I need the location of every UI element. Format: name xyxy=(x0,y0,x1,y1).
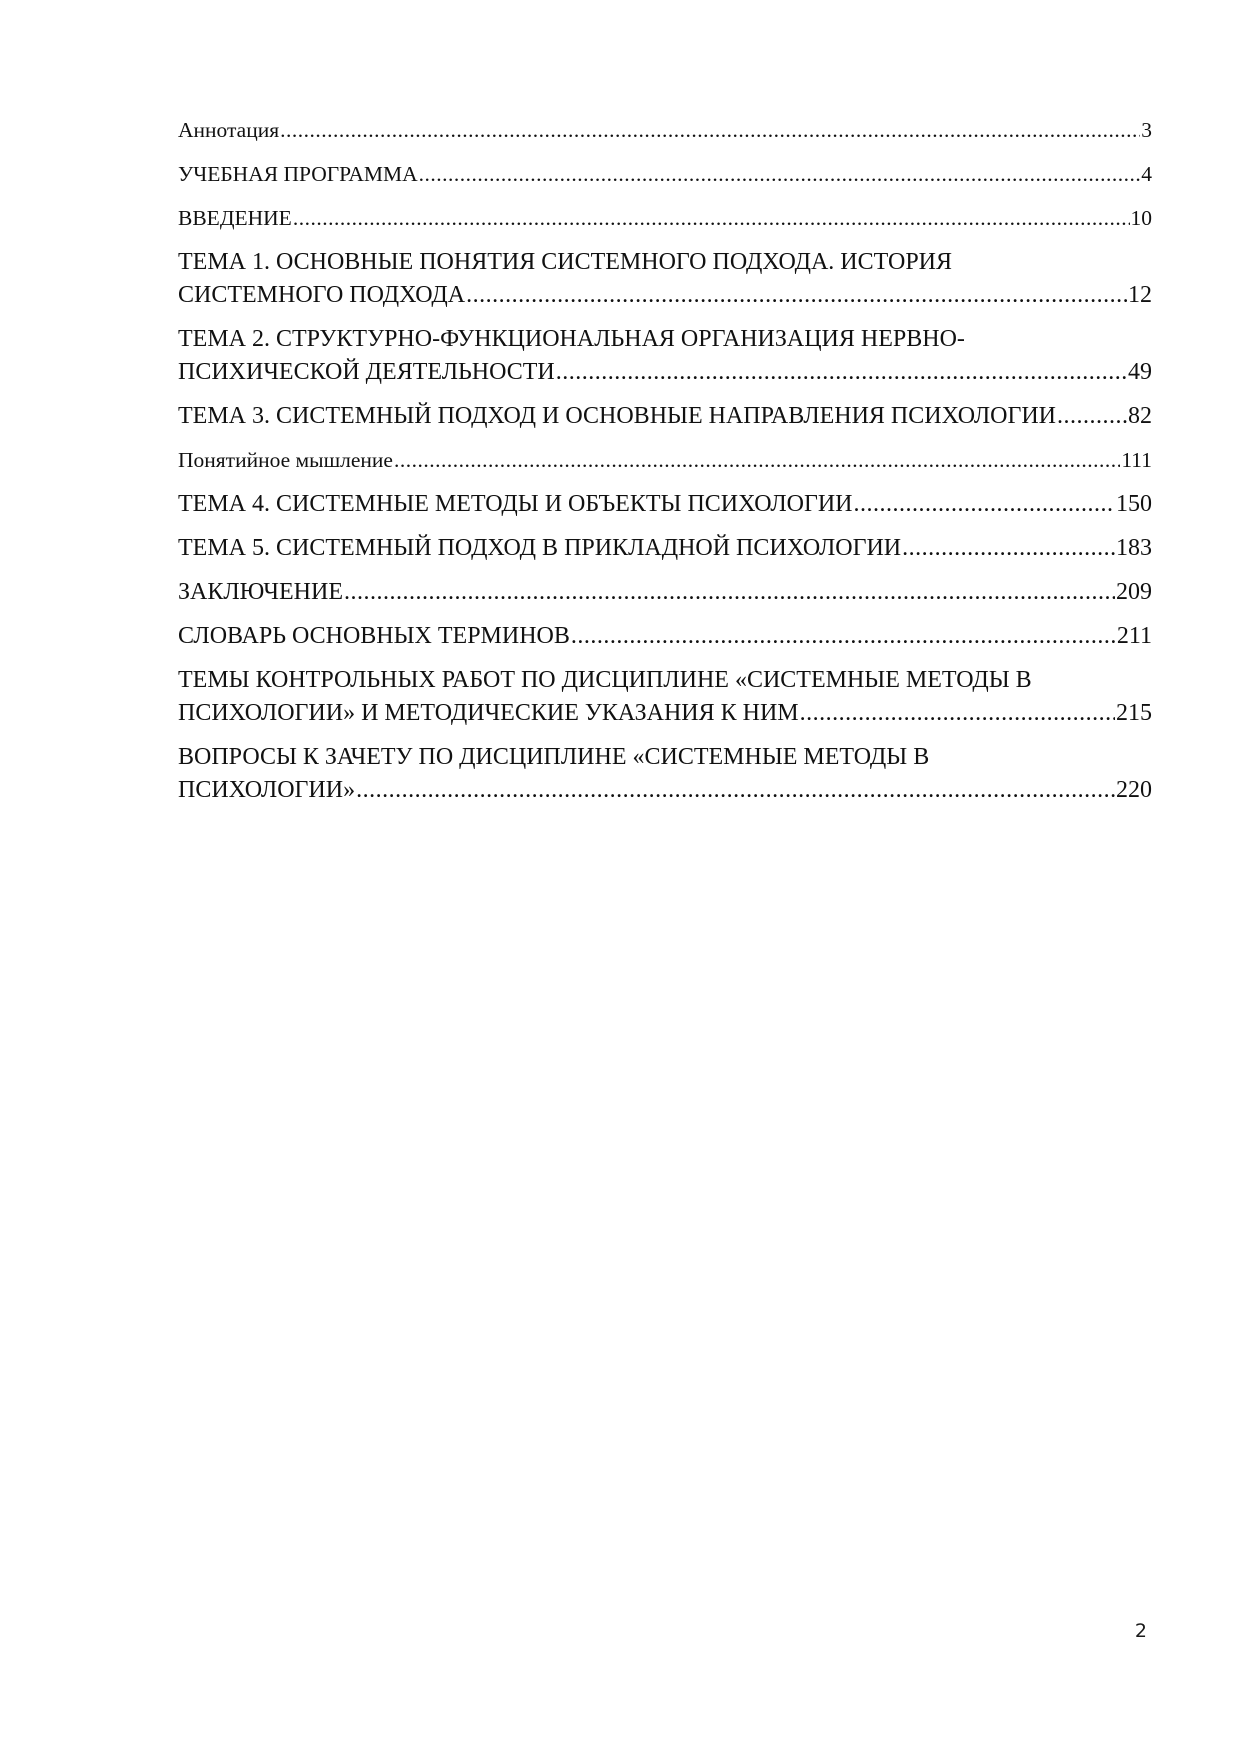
toc-entry-page-number: 49 xyxy=(1128,359,1152,385)
toc-entry-title-line: ТЕМА 5. СИСТЕМНЫЙ ПОДХОД В ПРИКЛАДНОЙ ПСИХОЛОГИИ xyxy=(178,535,902,561)
toc-entry-title-line: СИСТЕМНОГО ПОДХОДА xyxy=(178,282,466,308)
toc-entry-line xyxy=(178,400,1152,433)
toc-entry[interactable] xyxy=(178,444,1152,477)
dot-leader xyxy=(419,158,1141,191)
toc-entry[interactable] xyxy=(178,741,1152,807)
toc-entry-line xyxy=(178,774,1152,807)
dot-leader xyxy=(556,356,1127,389)
toc-entry[interactable] xyxy=(178,532,1152,565)
toc-entry[interactable] xyxy=(178,488,1152,521)
toc-entry-line xyxy=(178,576,1152,609)
toc-entry-page-number: 183 xyxy=(1116,535,1152,561)
dot-leader xyxy=(293,202,1130,235)
dot-leader xyxy=(571,620,1116,653)
toc-entry-title-line: ПСИХОЛОГИИ» xyxy=(178,777,356,803)
toc-entry-page-number: 220 xyxy=(1116,777,1152,803)
toc-entry-title-line: Понятийное мышление xyxy=(178,448,393,472)
toc-entry-page-number: 82 xyxy=(1128,403,1152,429)
toc-entry-page-number: 12 xyxy=(1128,282,1152,308)
toc-entry-title-line: ТЕМЫ КОНТРОЛЬНЫХ РАБОТ ПО ДИСЦИПЛИНЕ «СИСТЕМНЫЕ МЕТОДЫ В xyxy=(178,667,1032,693)
dot-leader xyxy=(394,444,1120,477)
toc-entry-title-line: ПСИХИЧЕСКОЙ ДЕЯТЕЛЬНОСТИ xyxy=(178,359,555,385)
toc-entry-line xyxy=(178,356,1152,389)
toc-entry-title-line: ТЕМА 1. ОСНОВНЫЕ ПОНЯТИЯ СИСТЕМНОГО ПОДХОДА. ИСТОРИЯ xyxy=(178,249,952,275)
toc-entry[interactable] xyxy=(178,202,1152,235)
dot-leader xyxy=(854,488,1115,521)
toc-entry-title-line: СЛОВАРЬ ОСНОВНЫХ ТЕРМИНОВ xyxy=(178,623,570,649)
toc-entry-line xyxy=(178,620,1152,653)
toc-entry-page-number: 111 xyxy=(1121,448,1152,472)
toc-entry-page-number: 215 xyxy=(1116,700,1152,726)
toc-entry[interactable] xyxy=(178,323,1152,389)
dot-leader xyxy=(466,279,1127,312)
toc-entry-title-line: УЧЕБНАЯ ПРОГРАММА xyxy=(178,162,418,186)
table-of-contents xyxy=(178,114,1152,818)
dot-leader xyxy=(344,576,1115,609)
toc-entry-line xyxy=(178,202,1152,235)
toc-entry[interactable] xyxy=(178,400,1152,433)
toc-entry-title-line: ЗАКЛЮЧЕНИЕ xyxy=(178,579,343,605)
toc-entry-title-line: ТЕМА 2. СТРУКТУРНО-ФУНКЦИОНАЛЬНАЯ ОРГАНИЗАЦИЯ НЕРВНО- xyxy=(178,326,965,352)
toc-entry-title-line: ТЕМА 3. СИСТЕМНЫЙ ПОДХОД И ОСНОВНЫЕ НАПРАВЛЕНИЯ ПСИХОЛОГИИ xyxy=(178,403,1056,429)
toc-entry-line xyxy=(178,697,1152,730)
toc-entry-line xyxy=(178,279,1152,312)
toc-entry-line xyxy=(178,444,1152,477)
dot-leader xyxy=(356,774,1115,807)
toc-entry-line xyxy=(178,158,1152,191)
toc-entry[interactable] xyxy=(178,246,1152,312)
toc-entry[interactable] xyxy=(178,158,1152,191)
toc-entry-page-number: 3 xyxy=(1141,118,1152,142)
toc-entry-title-line: ТЕМА 4. СИСТЕМНЫЕ МЕТОДЫ И ОБЪЕКТЫ ПСИХОЛОГИИ xyxy=(178,491,853,517)
toc-entry[interactable] xyxy=(178,114,1152,147)
toc-entry-page-number: 150 xyxy=(1116,491,1152,517)
toc-entry-line xyxy=(178,488,1152,521)
toc-entry-title-line: Аннотация xyxy=(178,118,280,142)
toc-entry-page-number: 4 xyxy=(1141,162,1152,186)
toc-entry-title-line: ВВЕДЕНИЕ xyxy=(178,206,292,230)
toc-entry-line xyxy=(178,532,1152,565)
toc-entry-page-number: 209 xyxy=(1116,579,1152,605)
toc-entry[interactable] xyxy=(178,576,1152,609)
dot-leader xyxy=(280,114,1140,147)
toc-entry-page-number: 211 xyxy=(1116,623,1152,649)
toc-entry[interactable] xyxy=(178,620,1152,653)
toc-entry-line xyxy=(178,114,1152,147)
toc-entry-title-line: ПСИХОЛОГИИ» И МЕТОДИЧЕСКИЕ УКАЗАНИЯ К НИМ xyxy=(178,700,799,726)
page-number: 2 xyxy=(1134,1620,1147,1642)
dot-leader xyxy=(1057,400,1127,433)
toc-entry-page-number: 10 xyxy=(1130,206,1152,230)
toc-entry-title-line: ВОПРОСЫ К ЗАЧЕТУ ПО ДИСЦИПЛИНЕ «СИСТЕМНЫЕ МЕТОДЫ В xyxy=(178,744,930,770)
dot-leader xyxy=(800,697,1115,730)
dot-leader xyxy=(902,532,1115,565)
toc-entry[interactable] xyxy=(178,664,1152,730)
